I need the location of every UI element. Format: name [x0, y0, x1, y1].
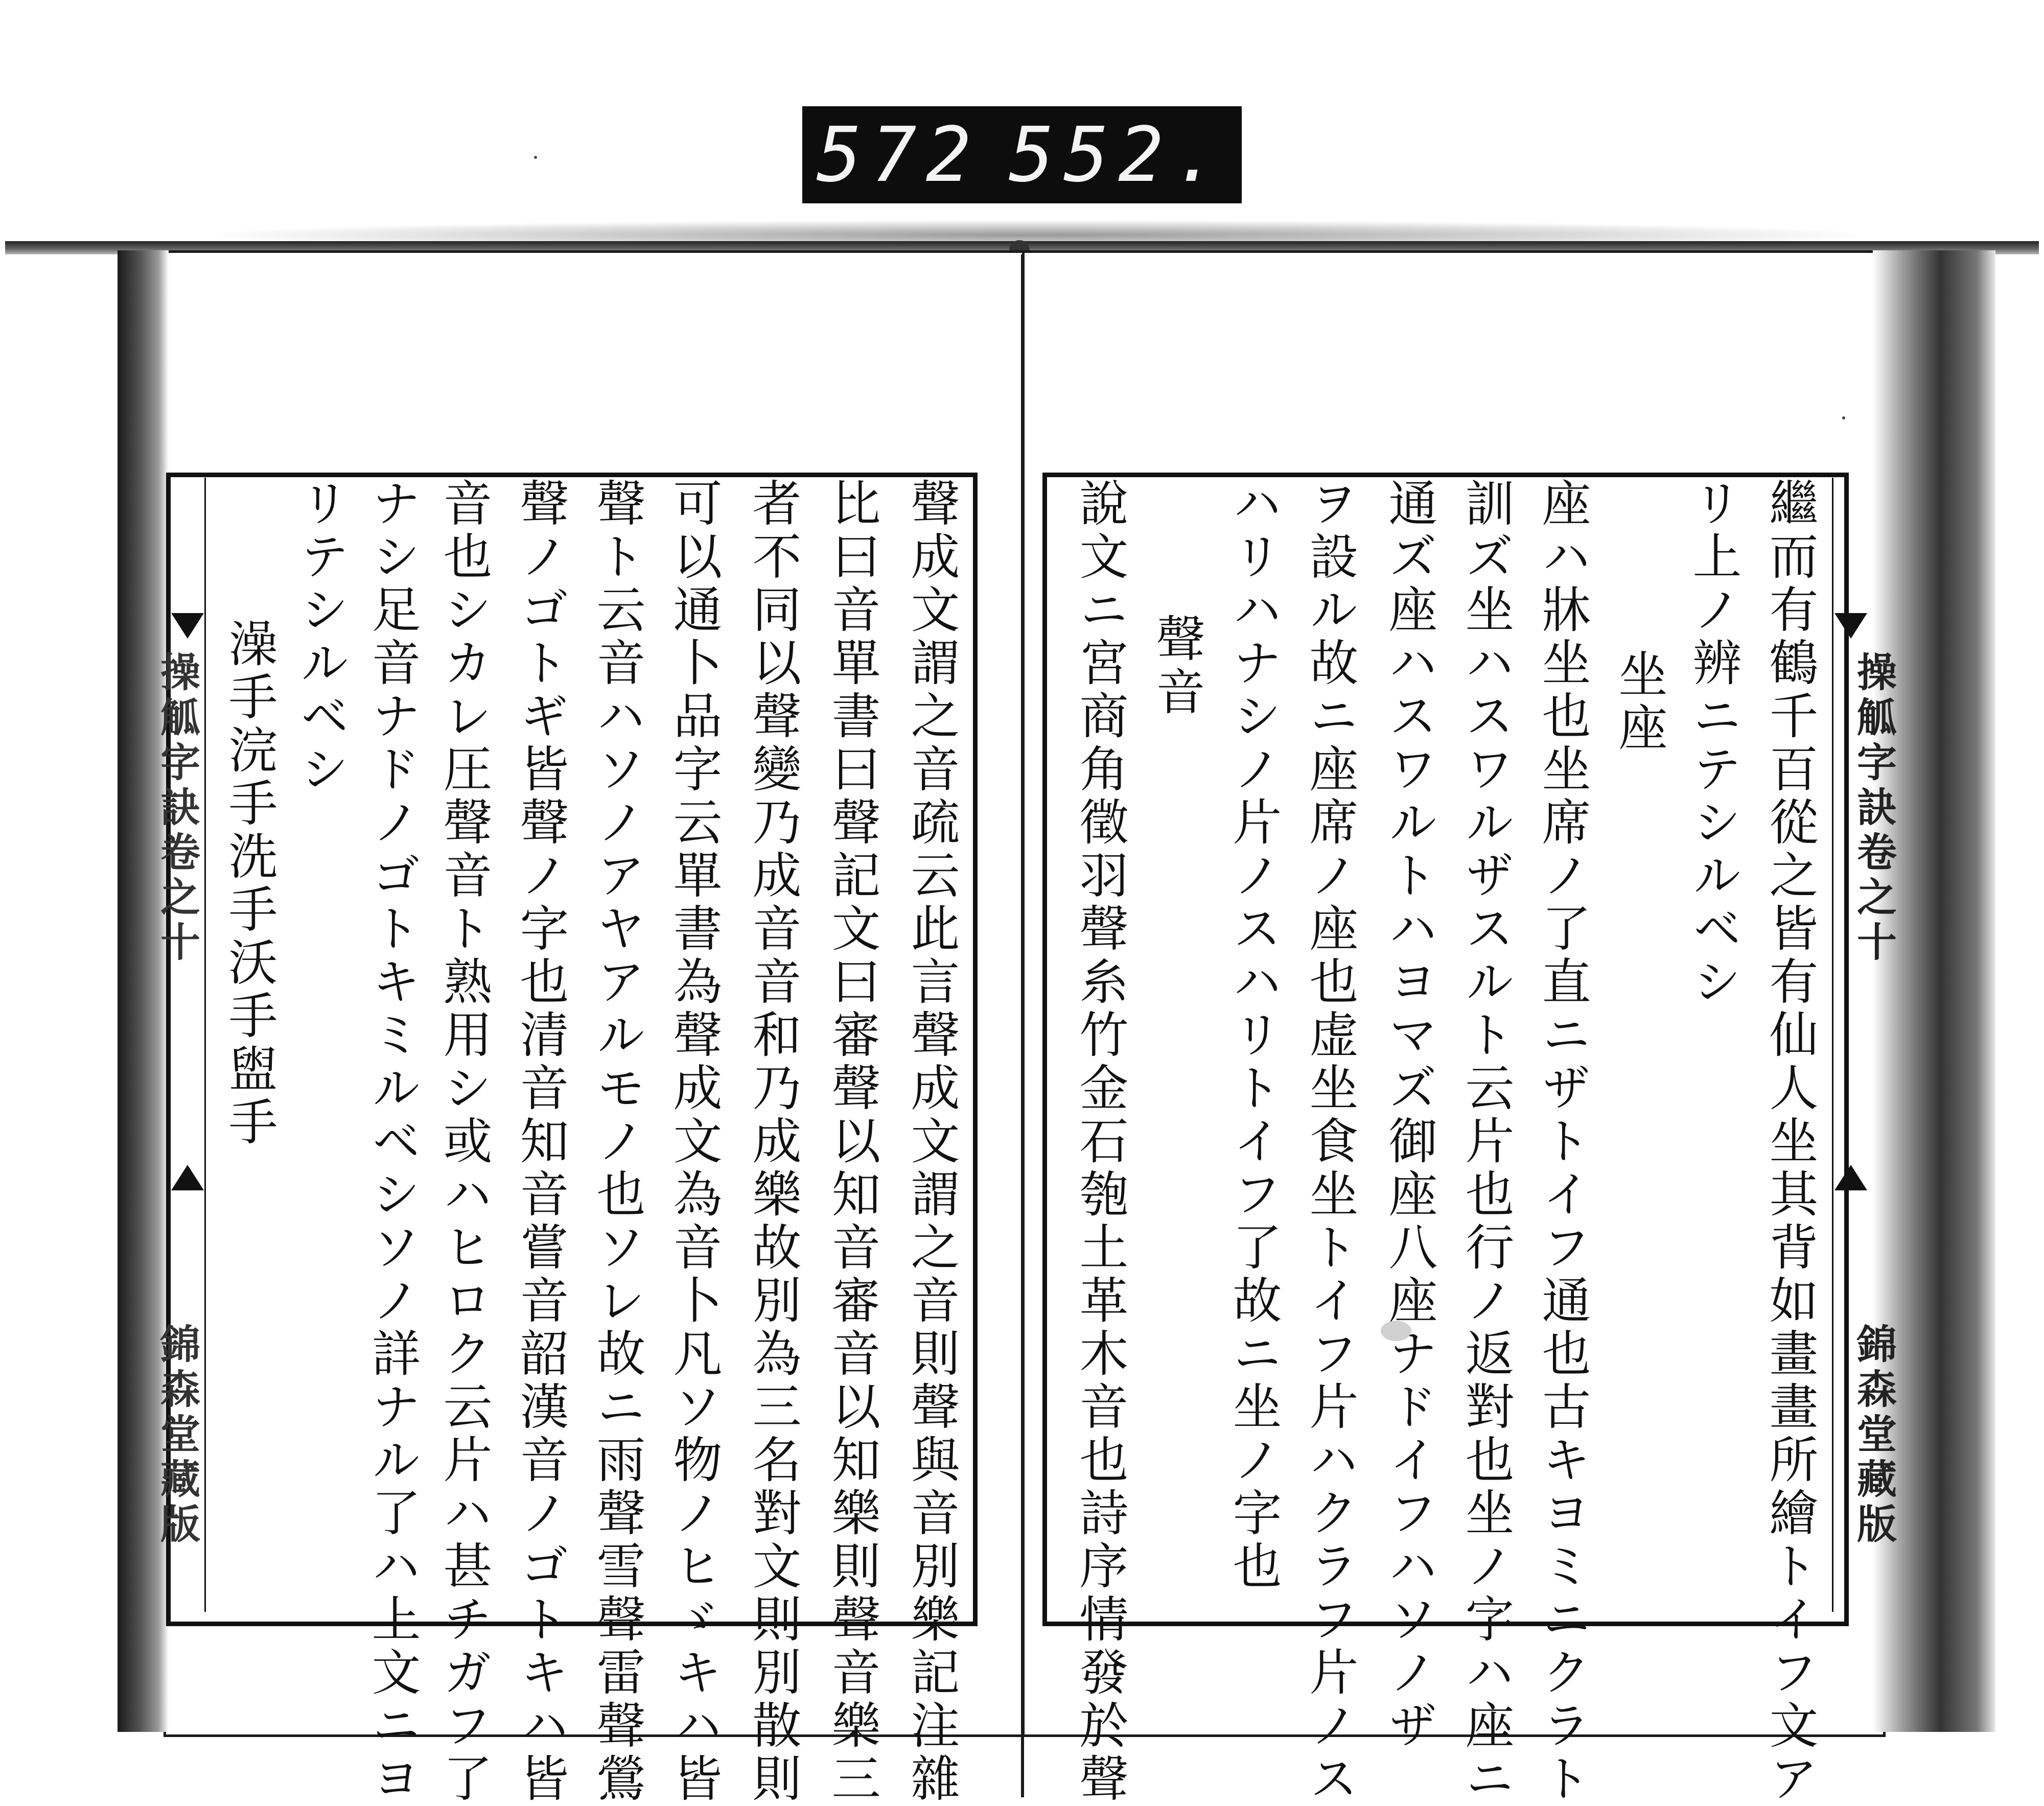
left-fishtail-bottom: [171, 1165, 204, 1190]
left-col-2: 比曰音單書曰聲記文曰審聲以知音審音以知樂則聲音樂三: [824, 478, 881, 1806]
left-margin-publisher: 錦森堂藏版: [154, 1323, 200, 1548]
left-col-10: 澡手浣手洗手沃手盥手: [221, 618, 278, 1150]
right-col-2: リ上ノ辨ニテシルベシ: [1685, 478, 1742, 1009]
right-margin-title: 操觚字訣卷之十: [1850, 651, 1897, 966]
right-col-4: 座ハ牀坐也坐席ノ了直ニザトイフ通也古キヨミニクラト: [1534, 478, 1591, 1806]
left-col-3: 者不同以聲變乃成音音和乃成樂故別為三名對文則別散則: [745, 478, 802, 1806]
right-col-6: 通ズ座ハスワルトハヨマズ御座八座ナドイフハソノザ: [1381, 478, 1438, 1753]
right-col-1: 繼而有鶴千百從之皆有仙人坐其背如畫畫所繪トイフ文ア: [1761, 478, 1819, 1806]
book-gutter: [1021, 254, 1024, 1797]
right-col-8: ハリハナシノ片ノスハリトイフ了故ニ坐ノ字也: [1225, 478, 1282, 1593]
left-col-9: リテシルベシ: [292, 478, 350, 796]
right-fishtail-top: [1834, 613, 1867, 639]
right-margin-publisher: 錦森堂藏版: [1850, 1323, 1897, 1548]
speck: [1842, 416, 1845, 419]
left-col-1: 聲成文謂之音疏云此言聲成文謂之音則聲與音別樂記注雜: [903, 478, 960, 1806]
right-heading-zaza: 坐座: [1611, 649, 1668, 755]
right-fishtail-bottom: [1834, 1165, 1867, 1190]
left-fishtail-top: [171, 613, 204, 639]
label-number-left: 572: [816, 111, 981, 199]
left-col-6: 聲ノゴトギ皆聲ノ字也清音知音嘗音韶漢音ノゴトキハ皆: [512, 478, 569, 1806]
right-col-7: ヲ設ル故ニ座席ノ座也虚坐食坐トイフ片ハクラフ片ノス: [1302, 478, 1359, 1806]
speck: [1381, 1321, 1411, 1341]
left-margin-title: 操觚字訣卷之十: [154, 651, 200, 966]
left-col-7: 音也シカレ圧聲音ト熟用シ或ハヒロク云片ハ甚チガフ了: [435, 478, 493, 1806]
right-heading-seion: 聲音: [1148, 613, 1205, 719]
left-col-4: 可以通卜品字云單書為聲成文為音卜凡ソ物ノヒゞキハ皆: [665, 478, 723, 1806]
left-col-8: ナシ足音ナドノゴトキミルベシソノ詳ナル了ハ上文ニヨ: [364, 478, 421, 1806]
left-col-5: 聲ト云音ハソノアヤアルモノ也ソレ故ニ雨聲雪聲雷聲鶯: [589, 478, 646, 1806]
label-number-right: 552.: [1009, 111, 1228, 199]
catalogue-label: [802, 106, 1242, 203]
right-col-5: 訓ズ坐ハスワルザスルト云片也行ノ返對也坐ノ字ハ座ニ: [1457, 478, 1515, 1806]
right-col-10: 說文ニ宮商角徵羽聲糸竹金石匏土革木音也詩序情發於聲: [1072, 478, 1129, 1806]
speck: [534, 156, 537, 159]
